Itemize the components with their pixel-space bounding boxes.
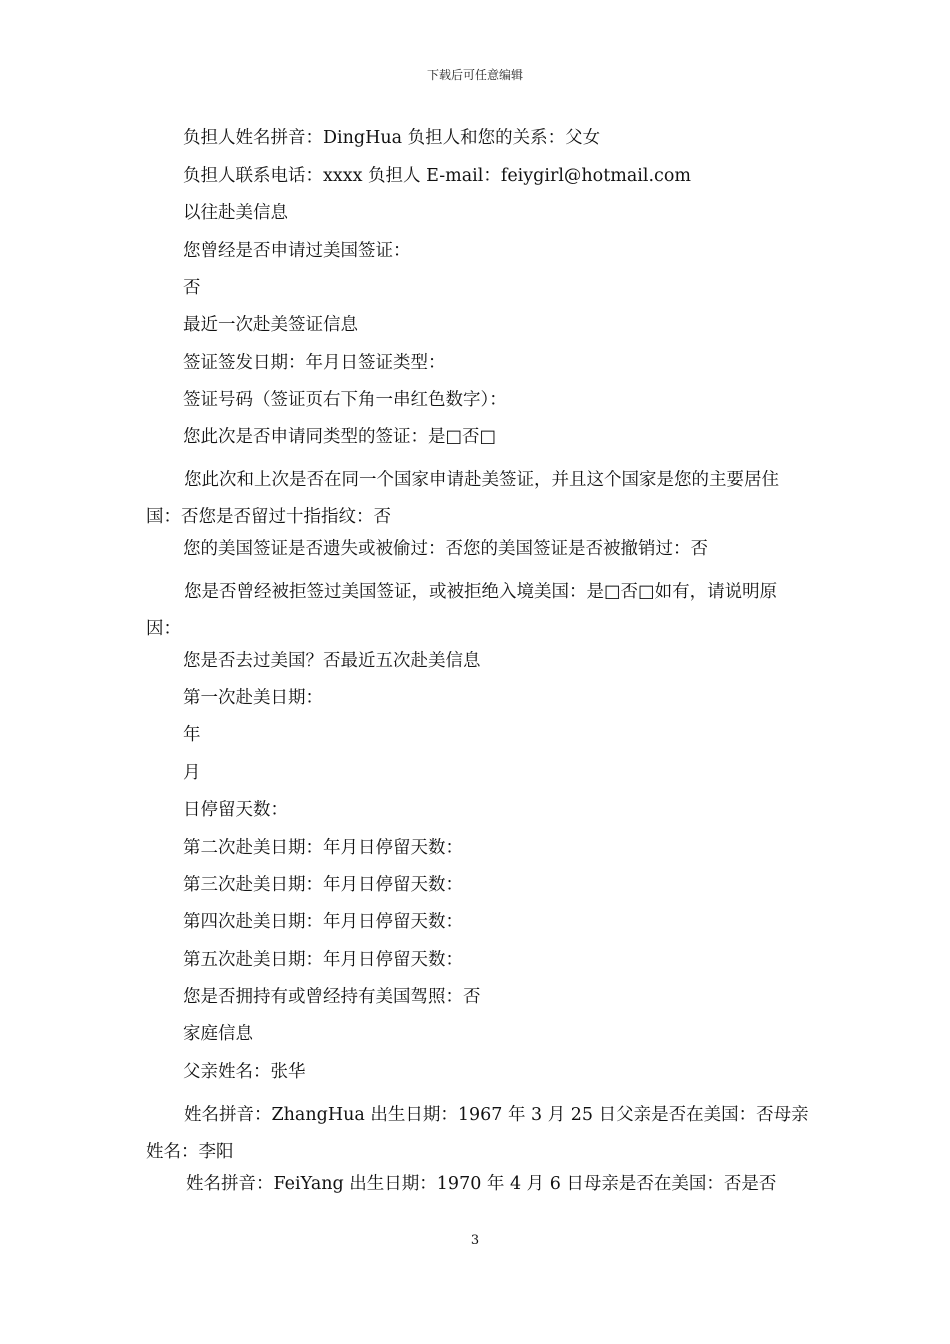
text-paragraph: 您此次和上次是否在同一个国家申请赴美签证，并且这个国家是您的主要居住国：否您是否留过十指指纹：否 [146,470,779,527]
text-line: 第四次赴美日期：年月日停留天数： [183,912,463,932]
text-line: 您曾经是否申请过美国签证： [183,241,411,261]
text-line: 父亲姓名：张华 [183,1062,306,1082]
text-line: 您的美国签证是否遗失或被偷过：否您的美国签证是否被撤销过：否 [183,539,708,559]
page-header: 下载后可任意编辑 [426,68,523,82]
text-line: 负担人姓名拼音：DingHua 负担人和您的关系：父女 [183,128,601,148]
text-paragraph: 姓名拼音：ZhangHua 出生日期：1967 年 3 月 25 日父亲是否在美国：否母亲姓名：李阳 [146,1105,809,1162]
section-heading: 家庭信息 [183,1024,253,1044]
text-paragraph: 您是否曾经被拒签过美国签证，或被拒绝入境美国：是□否□如有，请说明原因： [146,582,778,639]
text-line: 第五次赴美日期：年月日停留天数： [183,950,463,970]
text-line: 第三次赴美日期：年月日停留天数： [183,875,463,895]
section-heading: 最近一次赴美签证信息 [183,315,358,335]
text-line: 负担人联系电话：xxxx 负担人 E-mail：feiygirl@hotmail.com [183,166,691,186]
text-line: 姓名拼音：FeiYang 出生日期：1970 年 4 月 6 日母亲是否在美国：否是否 [186,1174,777,1194]
text-line: 您是否拥持有或曾经持有美国驾照：否 [183,987,481,1007]
text-line: 否 [183,278,201,298]
section-heading: 以往赴美信息 [183,203,288,223]
text-line: 第二次赴美日期：年月日停留天数： [183,838,463,858]
text-line: 月 [183,763,201,783]
text-line: 第一次赴美日期： [183,688,323,708]
text-line: 日停留天数： [183,800,288,820]
text-line: 您此次是否申请同类型的签证：是□否□ [183,427,497,447]
page-number: 3 [470,1233,480,1248]
text-line: 签证号码（签证页右下角一串红色数字）： [183,390,507,410]
text-line: 您是否去过美国？否最近五次赴美信息 [183,651,481,671]
text-line: 年 [183,725,201,745]
text-line: 签证签发日期：年月日签证类型： [183,353,446,373]
